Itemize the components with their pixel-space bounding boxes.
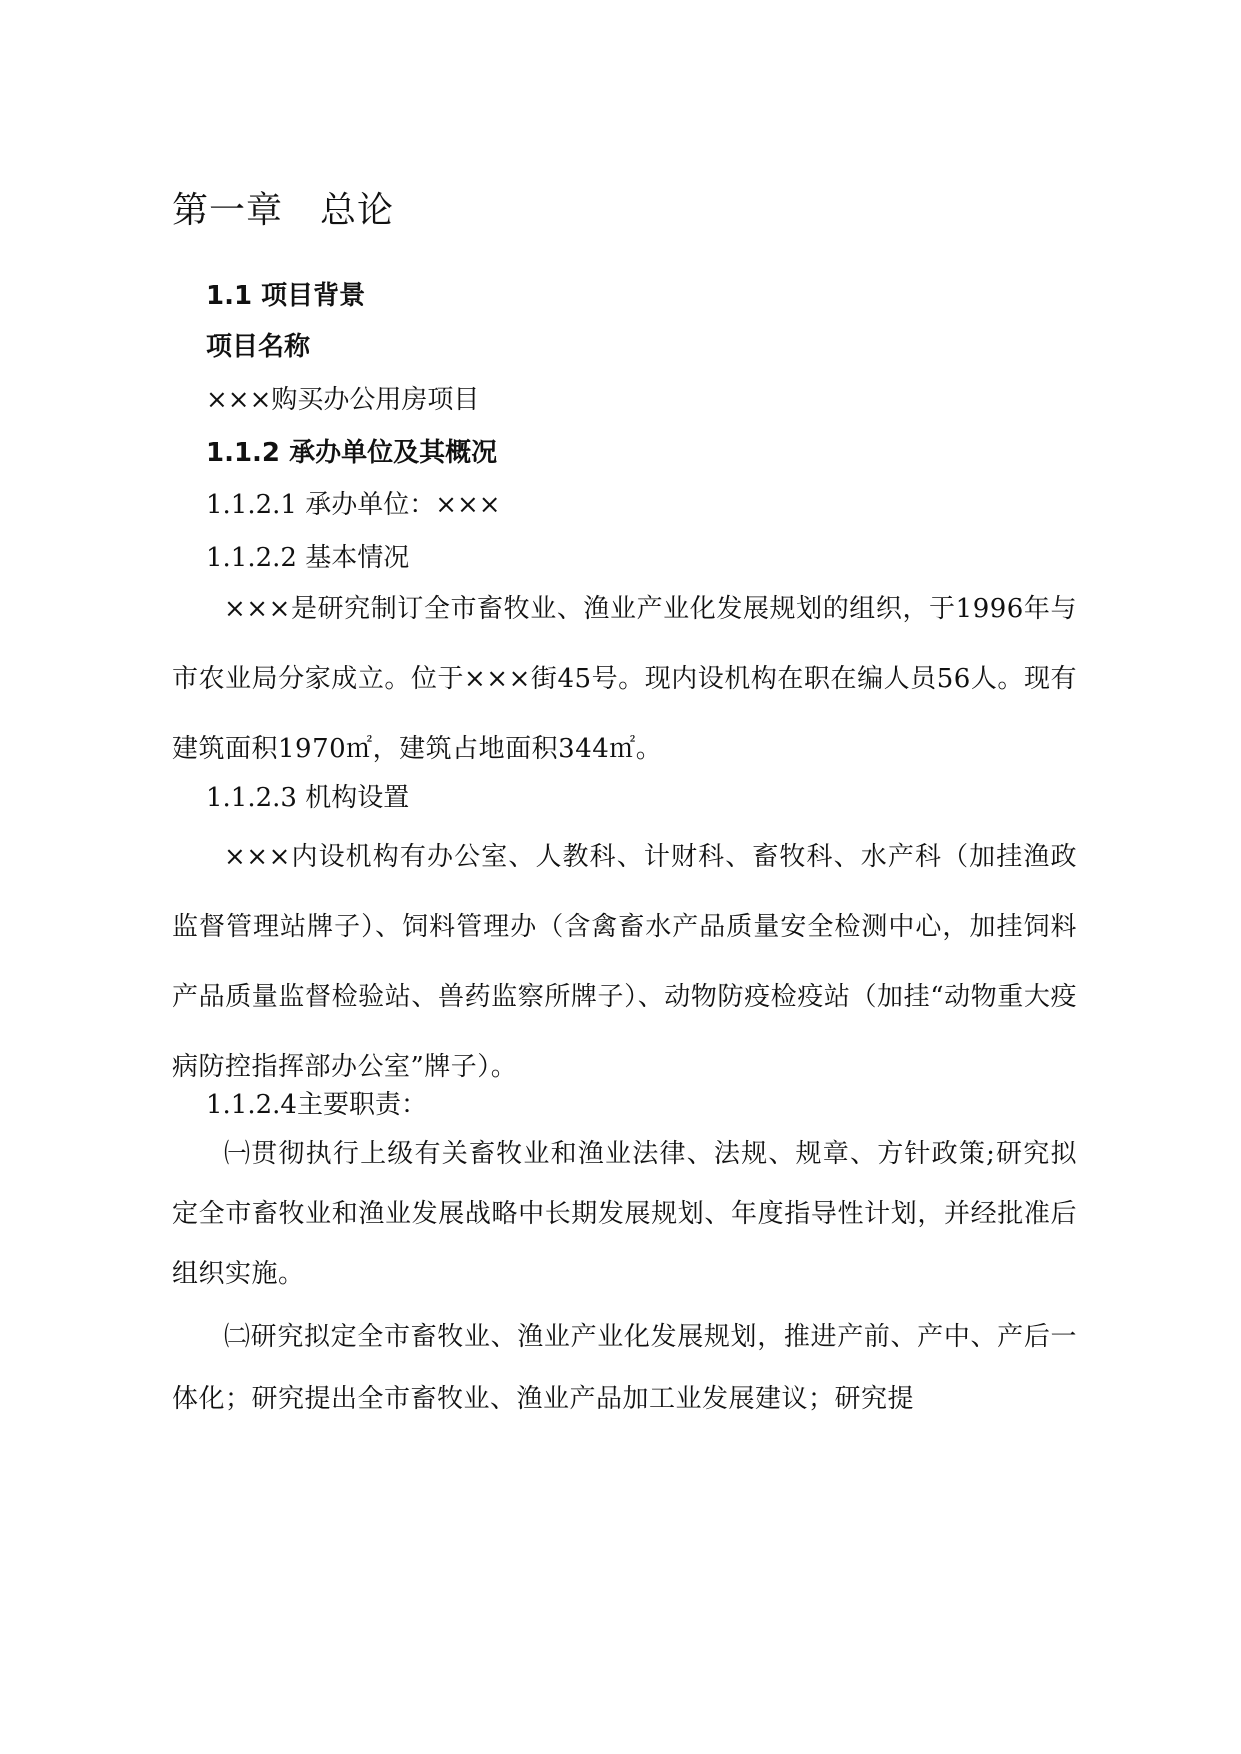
duty-paragraph-1: ㈠贯彻执行上级有关畜牧业和渔业法律、法规、规章、方针政策;研究拟定全市畜牧业和渔业发展战略中长期发展规划、年度指导性计划，并经批准后组织实施。	[172, 1139, 1077, 1289]
org-heading: 1.1.2.3 机构设置	[206, 783, 410, 813]
chapter-title: 第一章 总论	[172, 190, 395, 231]
unit-line: 1.1.2.1 承办单位：×××	[206, 490, 501, 520]
section-heading-project-background: 1.1 项目背景	[206, 281, 366, 311]
duty-paragraph-2: ㈡研究拟定全市畜牧业、渔业产业化发展规划，推进产前、产中、产后一体化；研究提出全市畜牧业、渔业产品加工业发展建议；研究提	[172, 1322, 1077, 1414]
project-name-label: 项目名称	[206, 332, 311, 362]
duties-heading: 1.1.2.4主要职责：	[206, 1090, 427, 1120]
basic-heading: 1.1.2.2 基本情况	[206, 543, 410, 573]
unit-heading: 1.1.2 承办单位及其概况	[206, 438, 498, 468]
project-name-value: ×××购买办公用房项目	[206, 385, 480, 415]
org-paragraph: ×××内设机构有办公室、人教科、计财科、畜牧科、水产科（加挂渔政监督管理站牌子）、饲料管理办（含禽畜水产品质量安全检测中心，加挂饲料产品质量监督检验站、兽药监察所牌子）、动物防疫检疫站（加挂“动物重大疫病防控指挥部办公室”牌子）。	[172, 842, 1077, 1082]
basic-paragraph: ×××是研究制订全市畜牧业、渔业产业化发展规划的组织，于1996年与市农业局分家成立。位于×××街45号。现内设机构在职在编人员56人。现有建筑面积1970㎡，建筑占地面积344㎡。	[172, 594, 1077, 764]
